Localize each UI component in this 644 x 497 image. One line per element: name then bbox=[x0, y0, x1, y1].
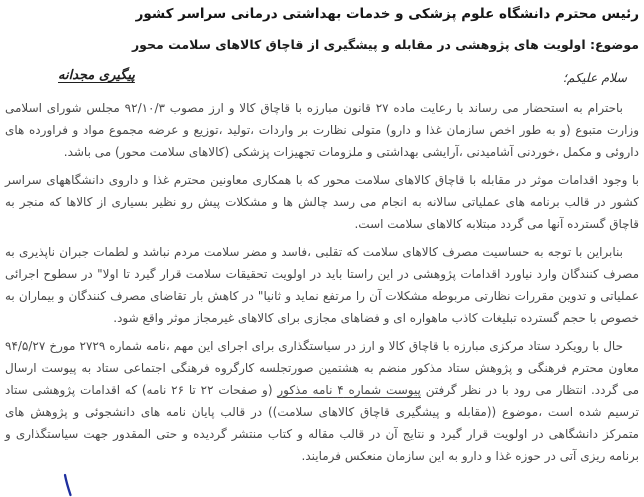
followup-note: پیگیری مجدانه bbox=[58, 68, 135, 83]
salutation: سلام علیکم؛ bbox=[562, 70, 627, 85]
paragraph-2: با وجود اقدامات موثر در مقابله با قاچاق کالاهای سلامت محور که با همکاری معاونین محترم غذا و داروی دانشگاههای سراسر کشور در قالب برنامه های عملیاتی سالانه به انجام می رسد چالش ها و مشکلات پیش رو نظیر بسیاری از کالاها که منجر به قاچاق گسترده آنها می گردد مبتلابه کالاهای سلامت است. bbox=[5, 173, 639, 231]
paragraph-4-text-before: حال با رویکرد ستاد مرکزی مبارزه با قاچاق کالا و ارز در سیاستگذاری برای اجرای این مهم ،نامه شماره ۲۷۲۹ مورخ ۹۴/۵/۲۷ معاون محترم فرهنگی و پژوهش ستاد مذکور منضم به هشتمین صورتجلسه کارگروه فرهنگی اجتماعی ستاد به پیوست ارسال می گردد. انتظار می رود با در نظر گرفتن bbox=[5, 339, 640, 397]
paragraph-4 bbox=[5, 335, 639, 467]
subject-line: موضوع: اولویت های پژوهشی در مقابله و پیشگیری از قاچاق کالاهای سلامت محور bbox=[131, 37, 639, 52]
recipient-title: رئیس محترم دانشگاه علوم پزشکی و خدمات بهداشتی درمانی سراسر کشور bbox=[135, 6, 639, 22]
paragraph-4-text-after: (و صفحات ۲۲ تا ۲۶ نامه) که اقدامات پژوهشی ستاد ترسیم شده است ،موضوع ((مقابله و پیشگیری قاچاق کالاهای سلامت)) در قالب پایان نامه های دانشجوئی و پژوهش های متمرکز دانشگاهی در اولویت قرار گیرد و نتایج آن در قالب مقاله و کتاب منتشر گردیده و حتی المقدور جهت سیاستگذاری و برنامه ریزی آتی در حوزه غذا و دارو به این سازمان منعکس فرمایند. bbox=[5, 383, 639, 463]
letter-body bbox=[5, 97, 639, 473]
paragraph-4-underlined-attachment-reference: پیوست شماره ۴ نامه مذکور bbox=[277, 383, 421, 397]
paragraph-1: باحترام به استحضار می رساند با رعایت ماده ۲۷ قانون مبارزه با قاچاق کالا و ارز مصوب ۹۲/۱۰/۳ مجلس شورای اسلامی وزارت متبوع (و به طور اخص سازمان غذا و دارو) متولی نظارت بر واردات ،تولید ،توزیع و عرضه مجموع مواد و فراورده های داروئی و مکمل ،خوردنی آشامیدنی ،آرایشی بهداشتی و ملزومات تجهیزات پزشکی (کالاهای سلامت محور) می باشد. bbox=[5, 101, 639, 159]
paragraph-3: بنابراین با توجه به حساسیت مصرف کالاهای سلامت که تقلبی ،فاسد و مضر سلامت مردم نباشد و لطمات جبران ناپذیری به مصرف کنندگان وارد نیاورد اقدامات پژوهشی در این راستا باید در اولویت تحقیقات سلامت قرار گیرد تا اولا" در سطوح اجرائی عملیاتی و تدوین مقررات نظارتی مربوطه مشکلات آن را مرتفع نماید و ثانیا" در کاهش بار تقاضای مصرف کنندگان و بیماران به خصوص با حجم گسترده تبلیغات کاذب ماهواره ای و فضاهای مجازی برای کالاهای غیرمجاز موثر واقع شود. bbox=[5, 245, 639, 325]
handwritten-pen-stroke-icon bbox=[57, 473, 79, 497]
